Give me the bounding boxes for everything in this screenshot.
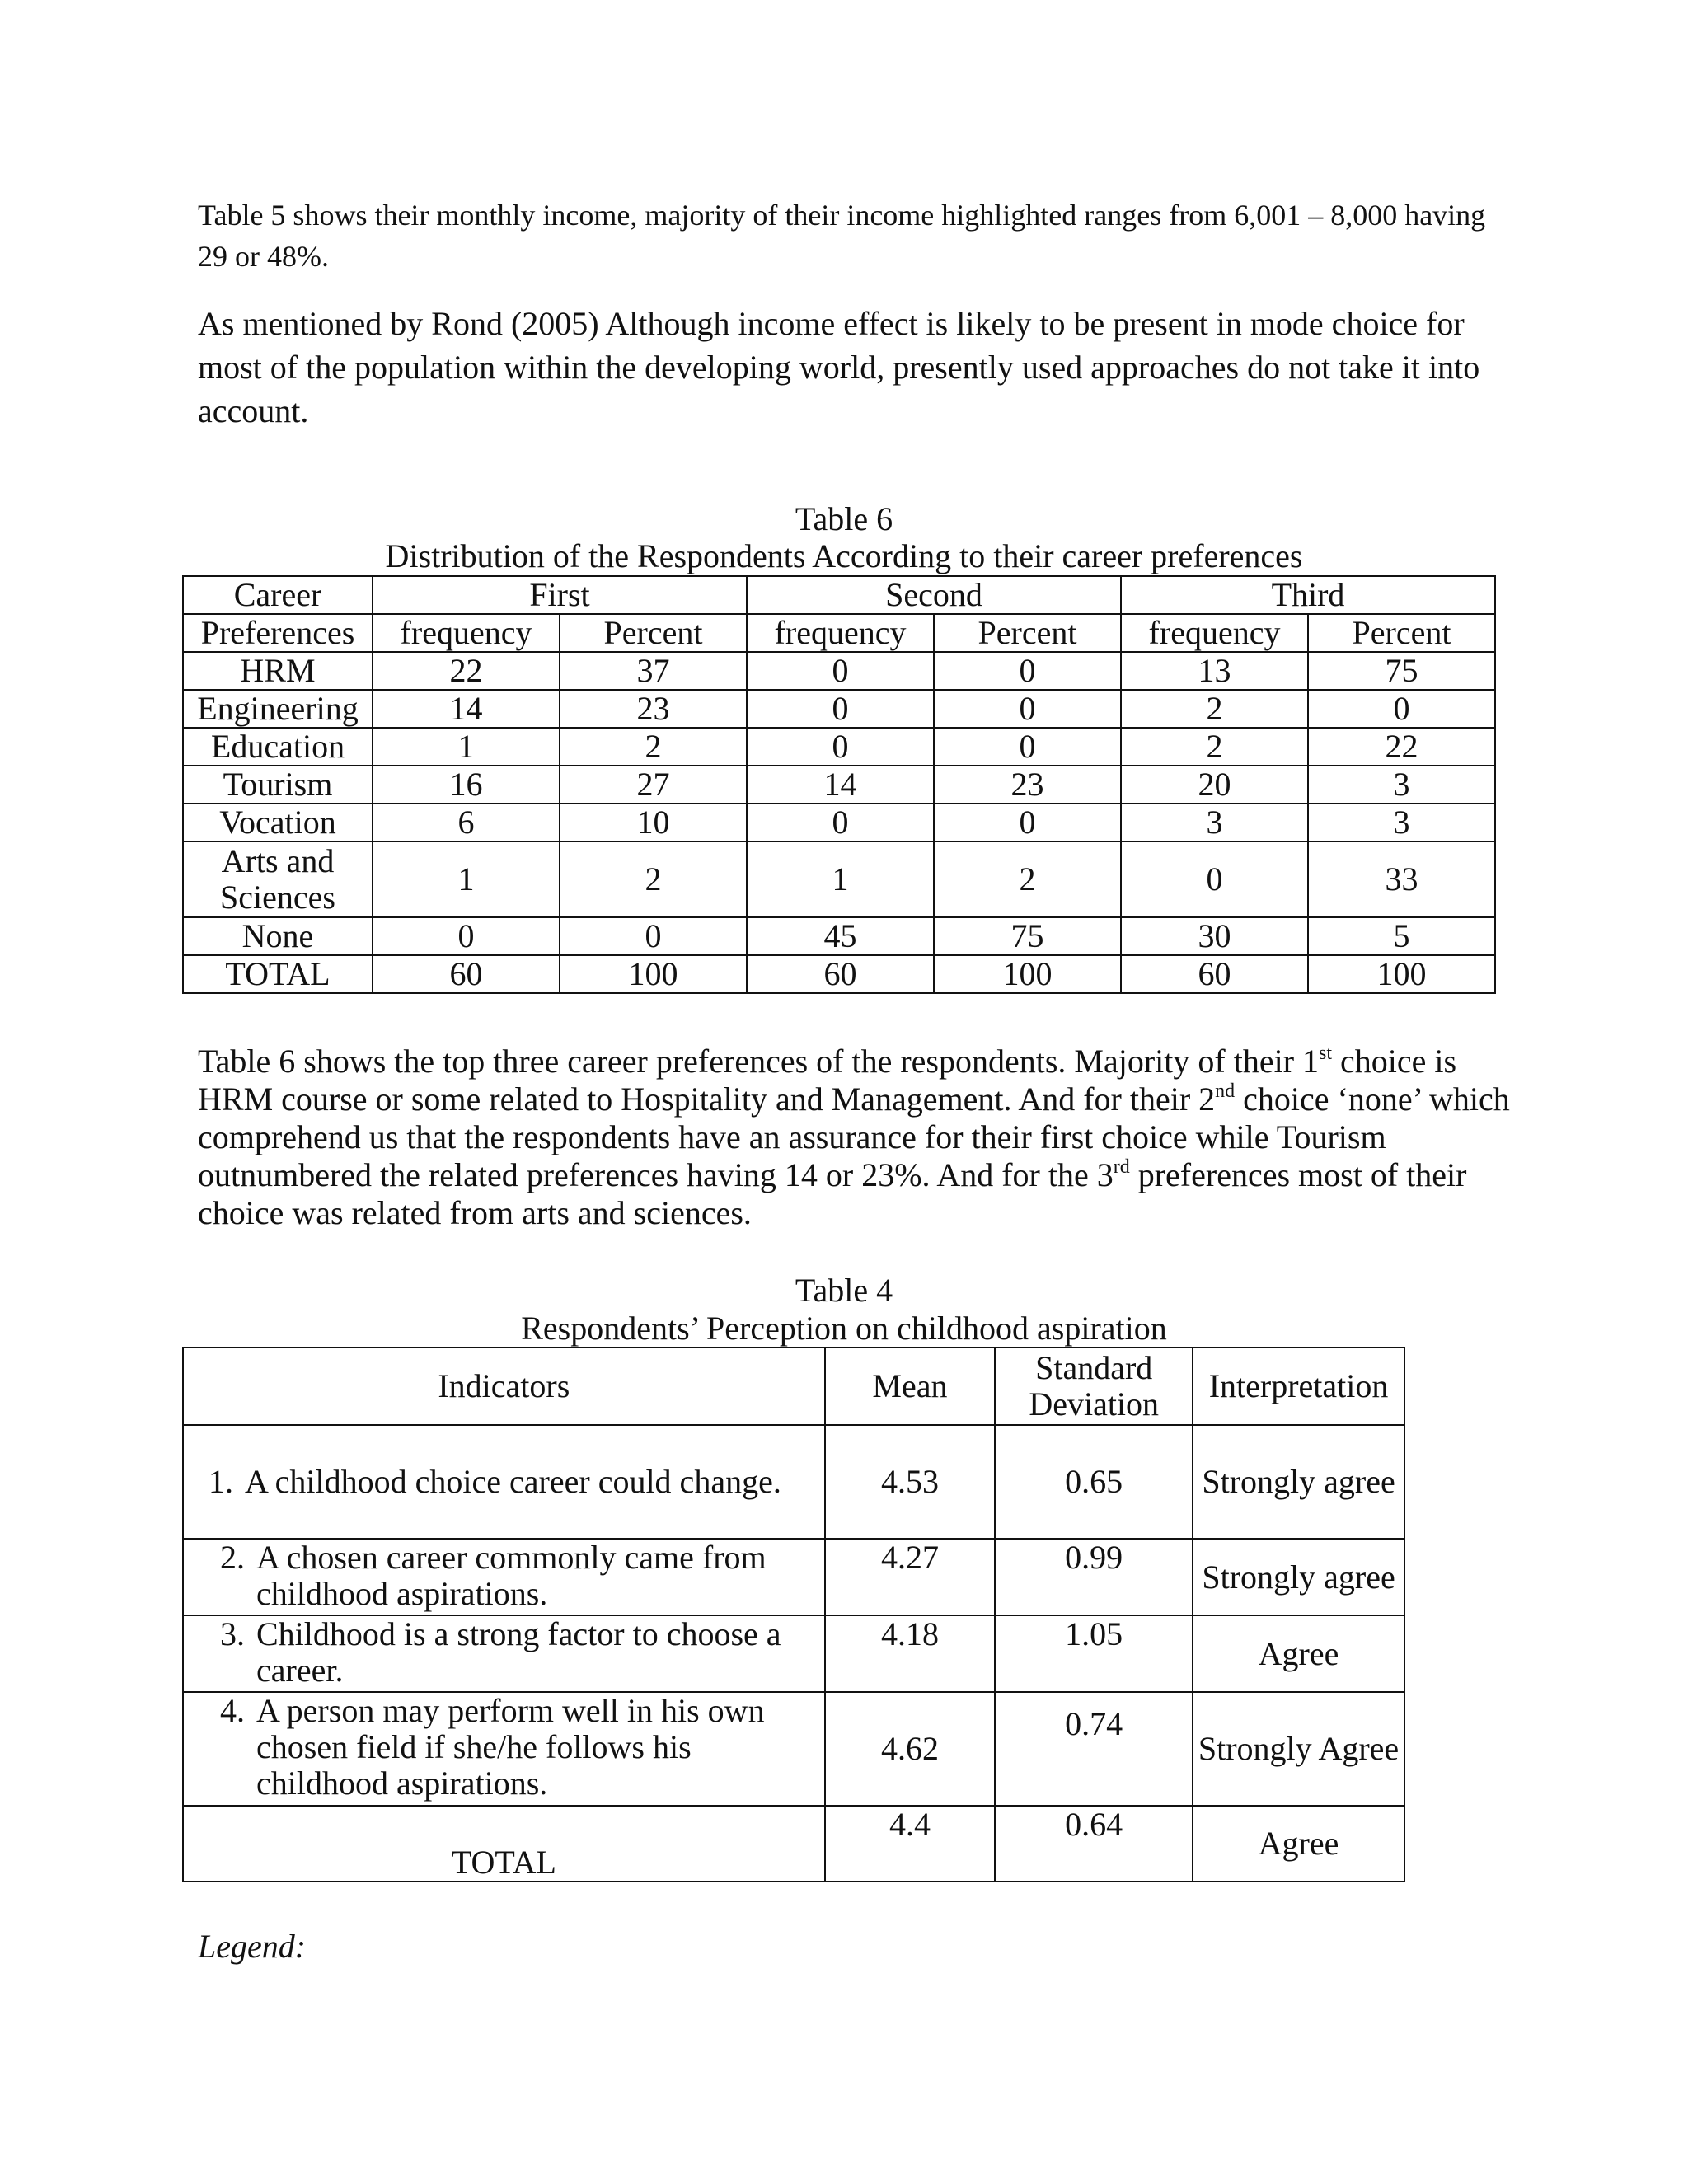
mean-cell: 4.18 [825, 1615, 996, 1692]
cell: 22 [1308, 728, 1495, 766]
table4-label: Table 4 [795, 1272, 893, 1309]
header-mean: Mean [825, 1347, 996, 1425]
indicator-cell [183, 1425, 825, 1539]
cell: 0 [373, 917, 560, 955]
interpretation-cell: Agree [1193, 1615, 1404, 1692]
cell: 14 [747, 766, 934, 804]
header-interpretation: Interpretation [1193, 1347, 1404, 1425]
cell: 27 [560, 766, 747, 804]
cell: 100 [560, 955, 747, 993]
row-label: None [183, 917, 373, 955]
table6-sub-percent: Percent [560, 614, 747, 652]
cell: 23 [934, 766, 1121, 804]
table6-header-career: Career [183, 576, 373, 614]
mean-cell: 4.4 [825, 1806, 996, 1882]
cell: 33 [1308, 841, 1495, 917]
indicator-cell [183, 1692, 825, 1806]
sd-cell: 1.05 [995, 1615, 1193, 1692]
table-row-total [183, 955, 1495, 993]
interpretation-cell: Strongly agree [1193, 1425, 1404, 1539]
table6-header-row-2 [183, 614, 1495, 652]
superscript: nd [1215, 1080, 1236, 1102]
table-row [183, 1425, 1404, 1539]
row-label: Arts and Sciences [183, 841, 373, 917]
table6-sub-percent: Percent [1308, 614, 1495, 652]
total-label: TOTAL [183, 1806, 825, 1882]
discussion-text: choice ‘none’ which comprehend us that the respondents have an assurance for their first choice while Tourism outnumbered the related preferences having 14 or 23%. And for the 3 [198, 1080, 1510, 1193]
cell: 60 [1121, 955, 1308, 993]
cell: 0 [560, 917, 747, 955]
table4-title: Respondents’ Perception on childhood aspiration [521, 1310, 1167, 1347]
cell: 0 [747, 690, 934, 728]
discussion-text: preferences most of their choice was related from arts and sciences. [198, 1156, 1467, 1231]
cell: 45 [747, 917, 934, 955]
cell: 75 [1308, 652, 1495, 690]
table4-childhood-aspiration [182, 1347, 1405, 1882]
table6-header-preferences: Preferences [183, 614, 373, 652]
table6-label: Table 6 [795, 500, 893, 537]
discussion-text: Table 6 shows the top three career preferences of the respondents. Majority of their 1 [198, 1043, 1320, 1080]
table-row [183, 690, 1495, 728]
cell: 2 [560, 841, 747, 917]
cell: 2 [1121, 690, 1308, 728]
cell: 1 [747, 841, 934, 917]
cell: 0 [747, 728, 934, 766]
row-label: HRM [183, 652, 373, 690]
sd-cell: 0.74 [995, 1692, 1193, 1806]
indicator-text: A person may perform well in his own chosen field if she/he follows his childhood aspirations. [256, 1692, 765, 1802]
sd-cell: 0.64 [995, 1806, 1193, 1882]
cell: 1 [373, 728, 560, 766]
cell: 3 [1308, 804, 1495, 841]
paragraph-table5-summary: Table 5 shows their monthly income, majority of their income highlighted ranges from 6,001 – 8,000 having 29 or 48%. [198, 199, 1486, 273]
row-label: Vocation [183, 804, 373, 841]
header-sd-line2: Deviation [1029, 1385, 1160, 1422]
cell: 0 [1121, 841, 1308, 917]
sd-cell: 0.65 [995, 1425, 1193, 1539]
table6-header-first: First [373, 576, 747, 614]
interpretation-cell: Strongly Agree [1193, 1692, 1404, 1806]
table-row [183, 728, 1495, 766]
cell: 14 [373, 690, 560, 728]
cell: 100 [934, 955, 1121, 993]
cell: 16 [373, 766, 560, 804]
cell: 3 [1308, 766, 1495, 804]
cell: 100 [1308, 955, 1495, 993]
table-row-total [183, 1806, 1404, 1882]
cell: 5 [1308, 917, 1495, 955]
cell: 20 [1121, 766, 1308, 804]
cell: 22 [373, 652, 560, 690]
table-row [183, 841, 1495, 917]
cell: 3 [1121, 804, 1308, 841]
cell: 0 [747, 652, 934, 690]
table-row [183, 917, 1495, 955]
table6-career-preferences [182, 575, 1496, 994]
table-row [183, 1539, 1404, 1615]
table6-header-second: Second [747, 576, 1121, 614]
cell: 60 [373, 955, 560, 993]
cell: 30 [1121, 917, 1308, 955]
mean-cell: 4.53 [825, 1425, 996, 1539]
sd-cell: 0.99 [995, 1539, 1193, 1615]
discussion-text: choice is HRM course or some related to Hospitality and Management. And for their 2 [198, 1043, 1457, 1118]
cell: 10 [560, 804, 747, 841]
cell: 2 [560, 728, 747, 766]
indicator-number: 2. [220, 1539, 245, 1576]
cell: 2 [934, 841, 1121, 917]
cell: 0 [747, 804, 934, 841]
cell: 0 [934, 728, 1121, 766]
indicator-number: 3. [220, 1615, 245, 1652]
indicator-cell [183, 1539, 825, 1615]
table-row [183, 766, 1495, 804]
interpretation-cell: Strongly agree [1193, 1539, 1404, 1615]
cell: 1 [373, 841, 560, 917]
interpretation-cell: Agree [1193, 1806, 1404, 1882]
header-indicators: Indicators [183, 1347, 825, 1425]
row-label: Education [183, 728, 373, 766]
legend-heading: Legend: [198, 1928, 307, 1965]
table-row [183, 1615, 1404, 1692]
cell: 0 [934, 652, 1121, 690]
table-row [183, 1692, 1404, 1806]
row-label: Tourism [183, 766, 373, 804]
cell: 6 [373, 804, 560, 841]
indicator-text: A childhood choice career could change. [245, 1463, 781, 1500]
indicator-text: Childhood is a strong factor to choose a career. [256, 1615, 781, 1689]
mean-cell: 4.62 [825, 1692, 996, 1806]
indicator-text: A chosen career commonly came from childhood aspirations. [256, 1539, 767, 1612]
cell: 0 [934, 690, 1121, 728]
indicator-cell [183, 1615, 825, 1692]
table6-title: Distribution of the Respondents According to their career preferences [385, 537, 1303, 574]
header-standard-deviation [995, 1347, 1193, 1425]
paragraph-table6-discussion [198, 1043, 1517, 1232]
paragraph-rond-citation: As mentioned by Rond (2005) Although income effect is likely to be present in mode choice for most of the population within the developing world, presently used approaches do not take it into account. [198, 305, 1480, 429]
cell: 60 [747, 955, 934, 993]
indicator-number: 4. [220, 1692, 245, 1729]
table6-sub-percent: Percent [934, 614, 1121, 652]
table6-header-third: Third [1121, 576, 1495, 614]
cell: 75 [934, 917, 1121, 955]
row-label: TOTAL [183, 955, 373, 993]
table4-header-row [183, 1347, 1404, 1425]
superscript: rd [1113, 1156, 1130, 1178]
table6-header-row-1 [183, 576, 1495, 614]
header-sd-line1: Standard [1035, 1349, 1153, 1386]
table6-sub-frequency: frequency [1121, 614, 1308, 652]
cell: 0 [1308, 690, 1495, 728]
cell: 0 [934, 804, 1121, 841]
cell: 2 [1121, 728, 1308, 766]
cell: 37 [560, 652, 747, 690]
superscript: st [1319, 1043, 1333, 1064]
table6-sub-frequency: frequency [747, 614, 934, 652]
table6-sub-frequency: frequency [373, 614, 560, 652]
mean-cell: 4.27 [825, 1539, 996, 1615]
cell: 23 [560, 690, 747, 728]
table-row [183, 652, 1495, 690]
indicator-number: 1. [209, 1463, 233, 1500]
cell: 13 [1121, 652, 1308, 690]
row-label: Engineering [183, 690, 373, 728]
table-row [183, 804, 1495, 841]
